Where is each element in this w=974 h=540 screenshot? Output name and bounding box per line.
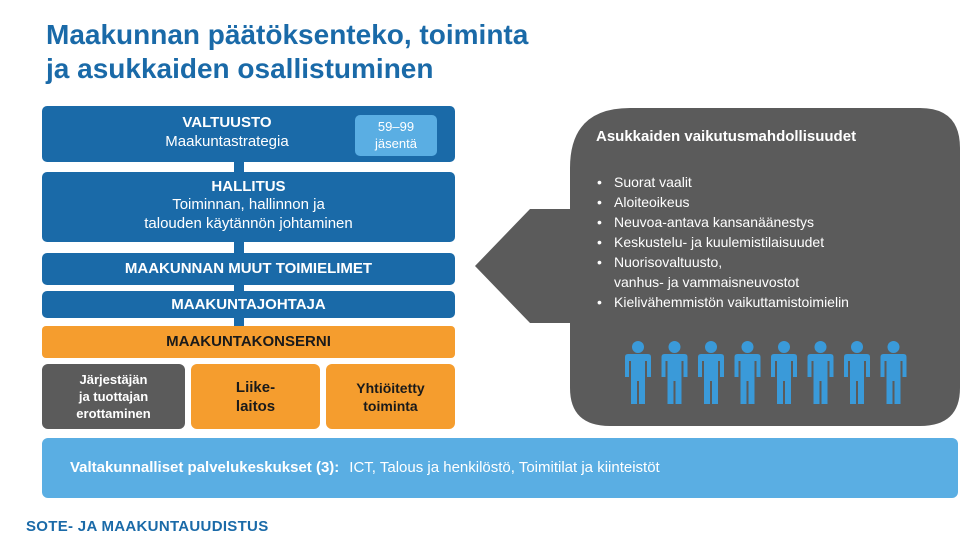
influence-title: Asukkaiden vaikutusmahdollisuudet bbox=[596, 128, 857, 145]
influence-item: • Nuorisovaltuusto, bbox=[597, 252, 957, 272]
person-icon bbox=[881, 341, 907, 404]
influence-item: • Suorat vaalit bbox=[597, 172, 957, 192]
maakuntakonserni-box: MAAKUNTAKONSERNI bbox=[42, 326, 455, 358]
national-value: ICT, Talous ja henkilöstö, Toimitilat ja kiinteistöt bbox=[349, 459, 660, 476]
national-service-centers-bar bbox=[42, 438, 958, 498]
influence-item: • Keskustelu- ja kuulemistilaisuudet bbox=[597, 232, 957, 252]
person-icon bbox=[844, 341, 870, 404]
hallitus-sub-line-2: talouden käytännön johtaminen bbox=[144, 215, 353, 232]
erottaminen-line-1: Järjestäjän bbox=[79, 372, 148, 387]
influence-item: • Aloiteoikeus bbox=[597, 192, 957, 212]
person-icon bbox=[625, 341, 651, 404]
influence-item: vanhus- ja vammaisneuvostot bbox=[614, 274, 800, 290]
person-icon bbox=[698, 341, 724, 404]
liikelaitos-line-1: Liike- bbox=[235, 378, 276, 396]
person-icon bbox=[771, 341, 797, 404]
page-title bbox=[46, 18, 666, 86]
erottaminen-box bbox=[42, 364, 185, 429]
title-line-1: Maakunnan päätöksenteko, toiminta bbox=[46, 19, 529, 50]
hallitus-sub bbox=[42, 195, 455, 233]
footer-brand: SOTE- JA MAAKUNTAUUDISTUS bbox=[26, 518, 269, 535]
liikelaitos-box bbox=[191, 364, 320, 429]
hallitus-sub-line-1: Toiminnan, hallinnon ja bbox=[172, 196, 325, 213]
members-label: jäsentä bbox=[375, 136, 417, 151]
members-count: 59–99 bbox=[377, 119, 415, 134]
valtuusto-sub: Maakuntastrategia bbox=[165, 133, 289, 150]
hallitus-box bbox=[42, 172, 455, 242]
erottaminen-line-3: erottaminen bbox=[76, 406, 151, 421]
residents-group bbox=[624, 341, 914, 405]
national-label: Valtakunnalliset palvelukeskukset (3): bbox=[70, 459, 340, 476]
valtuusto-heading: VALTUUSTO bbox=[182, 114, 272, 131]
title-line-2: ja asukkaiden osallistuminen bbox=[46, 53, 434, 84]
yhtioitetty-line-2: toiminta bbox=[363, 397, 418, 414]
influence-item: • Neuvoa-antava kansanäänestys bbox=[597, 212, 957, 232]
person-icon bbox=[808, 341, 834, 404]
influence-item: • Kielivähemmistön vaikuttamistoimielin bbox=[597, 292, 957, 312]
erottaminen-line-2: ja tuottajan bbox=[78, 389, 149, 404]
person-icon bbox=[662, 341, 688, 404]
members-badge bbox=[355, 115, 437, 156]
person-icon bbox=[735, 341, 761, 404]
hallitus-heading: HALLITUS bbox=[211, 178, 286, 195]
maakuntajohtaja-box: MAAKUNTAJOHTAJA bbox=[42, 291, 455, 318]
yhtioitetty-box bbox=[326, 364, 455, 429]
muut-toimielimet-box: MAAKUNNAN MUUT TOIMIELIMET bbox=[42, 253, 455, 285]
yhtioitetty-line-1: Yhtiöitetty bbox=[356, 379, 425, 396]
liikelaitos-line-2: laitos bbox=[235, 397, 276, 415]
influence-list bbox=[597, 172, 957, 312]
